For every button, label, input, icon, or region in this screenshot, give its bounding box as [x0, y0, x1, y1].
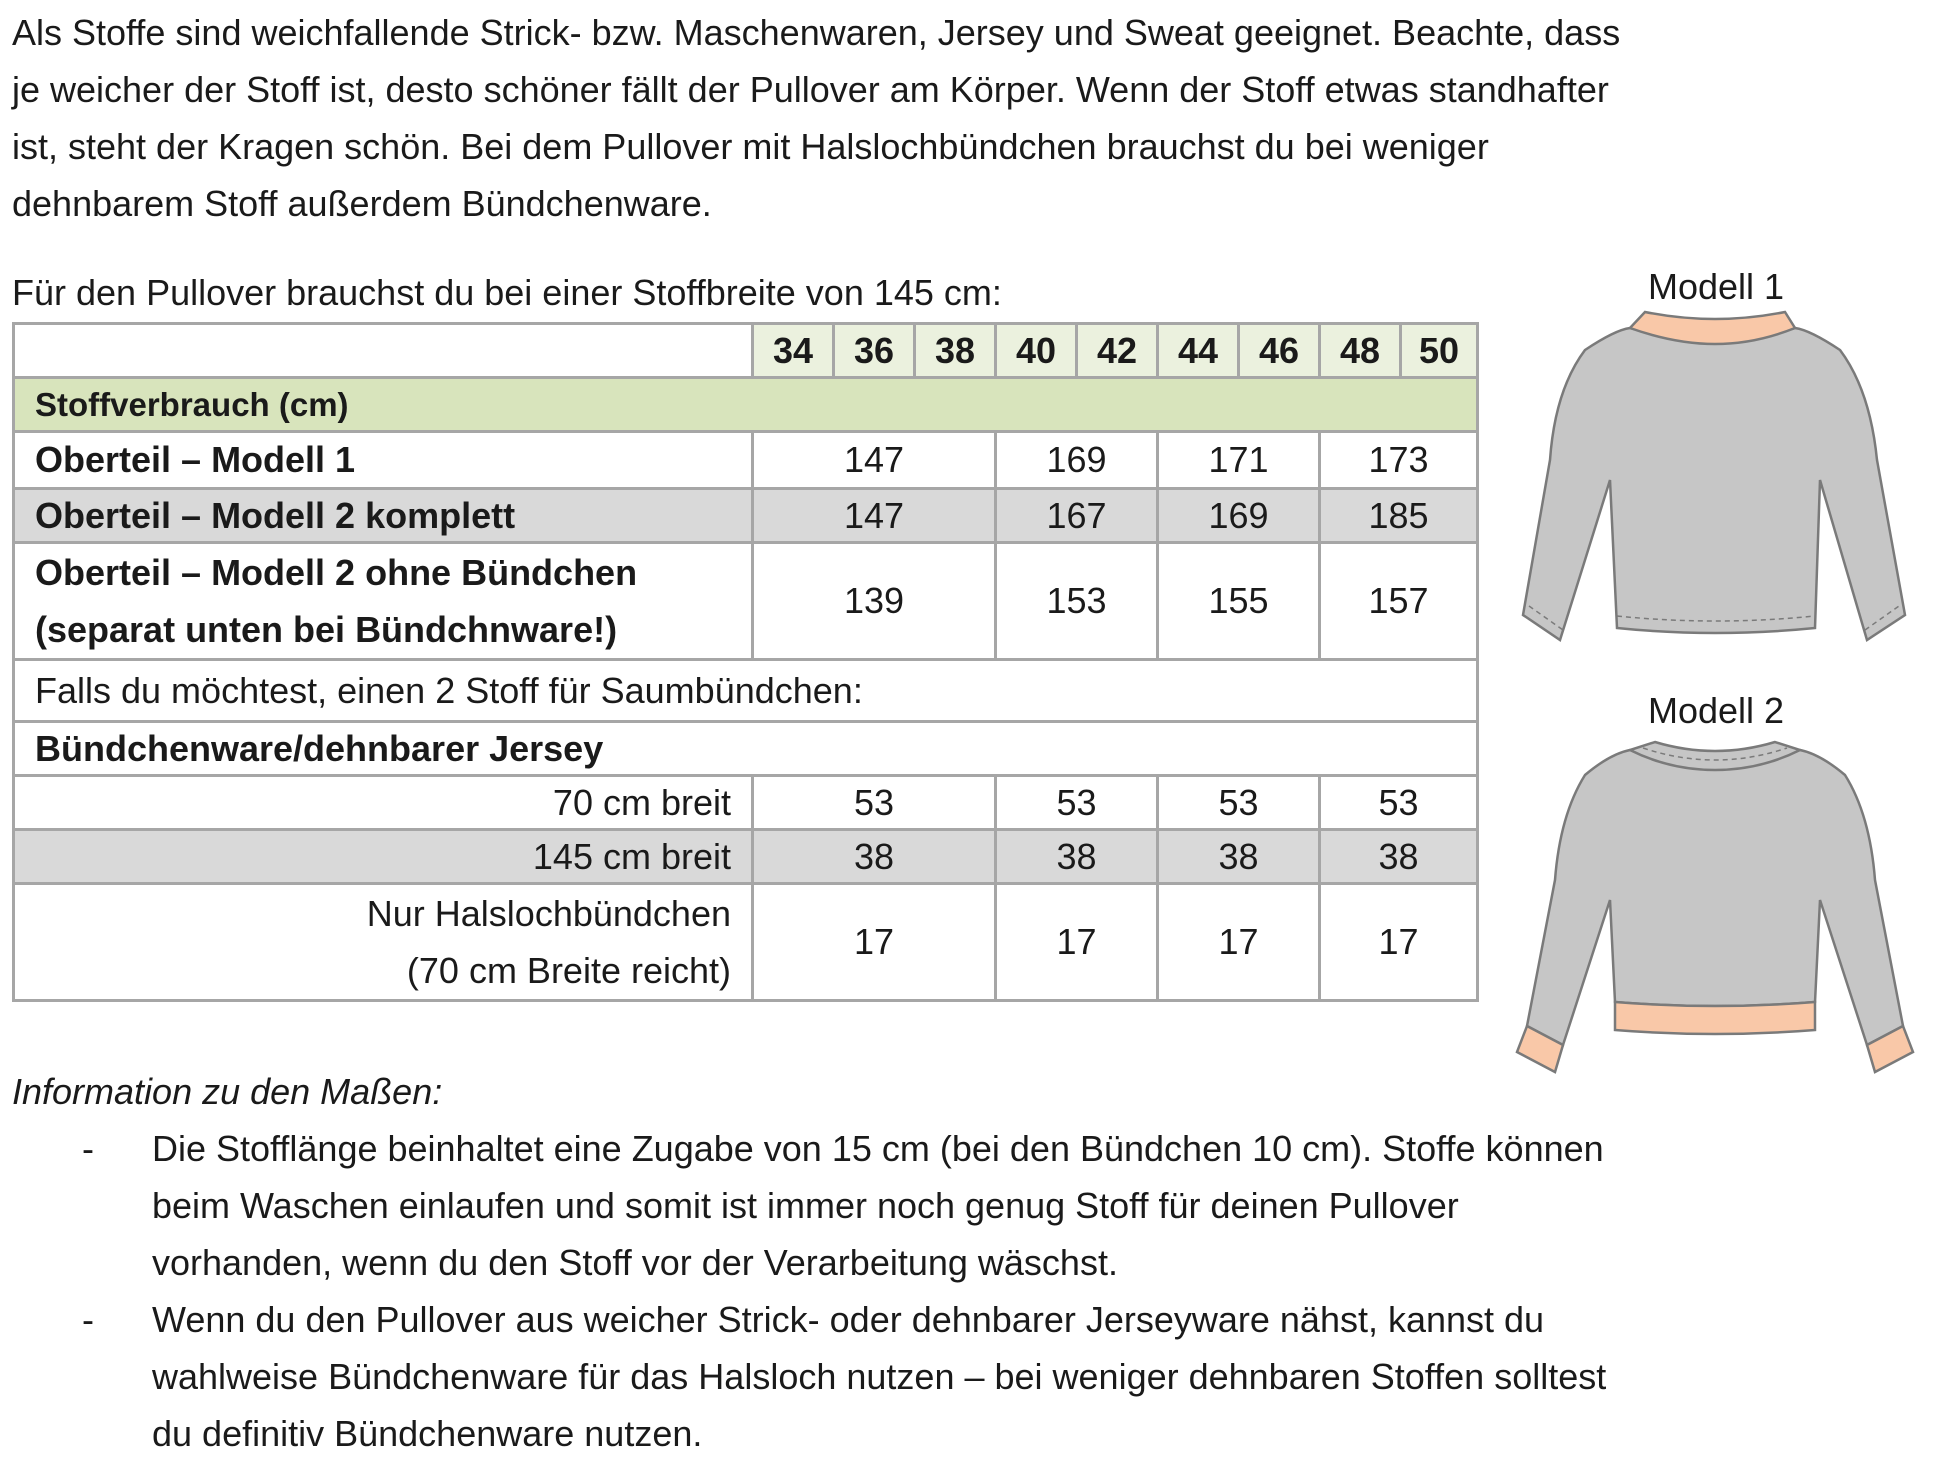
info-list — [12, 1120, 1772, 1462]
intro-line: dehnbarem Stoff außerdem Bündchenware. — [12, 183, 712, 224]
model-2-label: Modell 2 — [1648, 690, 1785, 731]
size-cell: 46 — [1239, 324, 1320, 378]
value-cell: 171 — [1158, 432, 1320, 489]
list-item-line: Wenn du den Pullover aus weicher Strick- oder dehnbarer Jerseyware nähst, kannst du — [152, 1299, 1545, 1340]
row-label-line: (70 cm Breite reicht) — [406, 950, 731, 991]
size-cell: 40 — [996, 324, 1077, 378]
value-cell: 38 — [1158, 830, 1320, 884]
section-title: Stoffverbrauch (cm) — [14, 378, 1478, 432]
table-row — [14, 830, 1478, 884]
value-cell: 38 — [1320, 830, 1478, 884]
cuff-title-row — [14, 722, 1478, 776]
table-row — [14, 489, 1478, 543]
row-label — [14, 543, 753, 660]
value-cell: 147 — [753, 489, 996, 543]
row-label-line: Oberteil – Modell 2 ohne Bündchen — [35, 552, 638, 593]
value-cell: 173 — [1320, 432, 1478, 489]
row-label — [14, 884, 753, 1001]
table-row — [14, 884, 1478, 1001]
size-cell: 38 — [915, 324, 996, 378]
list-item — [12, 1120, 1772, 1291]
size-cell: 48 — [1320, 324, 1401, 378]
list-item-line: Die Stofflänge beinhaltet eine Zugabe von 15 cm (bei den Bündchen 10 cm). Stoffe können — [152, 1128, 1604, 1169]
value-cell: 17 — [1158, 884, 1320, 1001]
info-title: Information zu den Maßen: — [12, 1071, 443, 1112]
list-item-line: wahlweise Bündchenware für das Halsloch nutzen – bei weniger dehnbaren Stoffen solltest — [152, 1356, 1607, 1397]
intro-line: je weicher der Stoff ist, desto schöner fällt der Pullover am Körper. Wenn der Stoff etwas standhafter — [12, 69, 1609, 110]
value-cell: 169 — [996, 432, 1158, 489]
model-1-label: Modell 1 — [1648, 266, 1785, 307]
table-row — [14, 776, 1478, 830]
list-item-line: beim Waschen einlaufen und somit ist immer noch genug Stoff für deinen Pullover — [152, 1185, 1459, 1226]
intro-line: Als Stoffe sind weichfallende Strick- bzw. Maschenwaren, Jersey und Sweat geeignet. Beachte, dass — [12, 12, 1621, 53]
size-cell: 34 — [753, 324, 834, 378]
hem-band — [1615, 1002, 1815, 1034]
size-cell: 50 — [1401, 324, 1478, 378]
size-cell: 44 — [1158, 324, 1239, 378]
row-label: Oberteil – Modell 1 — [14, 432, 753, 489]
optional-note: Falls du möchtest, einen 2 Stoff für Saumbündchen: — [14, 660, 1478, 722]
value-cell: 53 — [1320, 776, 1478, 830]
intro-paragraph — [12, 4, 1772, 232]
bullet-dash: - — [82, 1128, 94, 1169]
value-cell: 185 — [1320, 489, 1478, 543]
value-cell: 53 — [996, 776, 1158, 830]
table-row — [14, 543, 1478, 660]
row-label: 70 cm breit — [14, 776, 753, 830]
table-row — [14, 432, 1478, 489]
section-header-row — [14, 378, 1478, 432]
value-cell: 17 — [996, 884, 1158, 1001]
list-item-line: vorhanden, wenn du den Stoff vor der Verarbeitung wäschst. — [152, 1242, 1118, 1283]
value-cell: 17 — [753, 884, 996, 1001]
row-label: Oberteil – Modell 2 komplett — [14, 489, 753, 543]
list-item — [12, 1291, 1772, 1462]
value-cell: 139 — [753, 543, 996, 660]
row-label: 145 cm breit — [14, 830, 753, 884]
sweater-body — [1527, 750, 1903, 1045]
value-cell: 38 — [753, 830, 996, 884]
value-cell: 167 — [996, 489, 1158, 543]
value-cell: 17 — [1320, 884, 1478, 1001]
list-item-line: du definitiv Bündchenware nutzen. — [152, 1413, 703, 1454]
value-cell: 157 — [1320, 543, 1478, 660]
value-cell: 169 — [1158, 489, 1320, 543]
header-blank-cell — [14, 324, 753, 378]
fabric-usage-table — [12, 322, 1479, 1002]
bullet-dash: - — [82, 1299, 94, 1340]
value-cell: 147 — [753, 432, 996, 489]
value-cell: 38 — [996, 830, 1158, 884]
row-label-line: (separat unten bei Bündchnware!) — [35, 609, 618, 650]
size-cell: 36 — [834, 324, 915, 378]
model-1-sweater-illustration — [1515, 310, 1915, 660]
row-label-line: Nur Halslochbündchen — [366, 893, 731, 934]
value-cell: 153 — [996, 543, 1158, 660]
table-lead-text: Für den Pullover brauchst du bei einer Stoffbreite von 145 cm: — [12, 272, 1002, 313]
size-cell: 42 — [1077, 324, 1158, 378]
model-2-sweater-illustration — [1515, 730, 1915, 1080]
value-cell: 155 — [1158, 543, 1320, 660]
cuff-title: Bündchenware/dehnbarer Jersey — [14, 722, 1478, 776]
value-cell: 53 — [1158, 776, 1320, 830]
optional-note-row — [14, 660, 1478, 722]
intro-line: ist, steht der Kragen schön. Bei dem Pullover mit Halslochbündchen brauchst du bei weniger — [12, 126, 1489, 167]
value-cell: 53 — [753, 776, 996, 830]
sweater-body — [1523, 328, 1905, 640]
size-header-row — [14, 324, 1478, 378]
